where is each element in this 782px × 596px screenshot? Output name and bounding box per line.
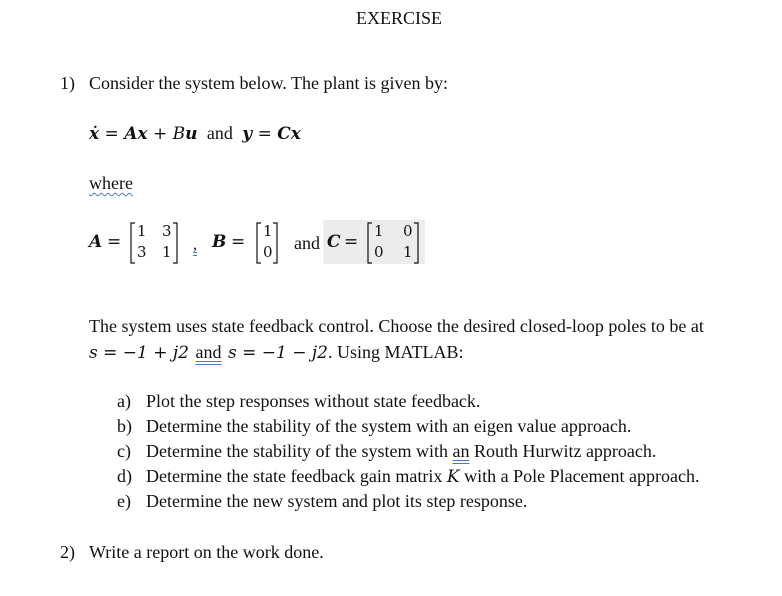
- matrix-c-11: 1: [374, 222, 384, 240]
- eq-equals-2: =: [257, 124, 272, 144]
- eq-u: u: [185, 124, 198, 144]
- item-b-text: Determine the stability of the system with an eigen value approach.: [146, 416, 632, 436]
- q2-text: Write a report on the work done.: [89, 542, 324, 562]
- item-d-text-before: Determine the state feedback gain matrix: [146, 466, 447, 486]
- eq-and: and: [206, 123, 233, 143]
- item-e-label: e): [117, 491, 131, 511]
- item-b-label: b): [117, 416, 132, 436]
- item-c-text: [146, 440, 656, 462]
- eq-plus: +: [152, 124, 168, 144]
- matrix-c: [366, 221, 420, 265]
- matrix-c-equals: =: [344, 232, 359, 252]
- matrix-a: [129, 221, 179, 265]
- matrix-b-equals: =: [231, 232, 246, 252]
- matrix-c-22: 1: [403, 243, 413, 261]
- item-c-label: c): [117, 441, 131, 461]
- matrix-a-name: A: [89, 232, 103, 252]
- matrix-a-11: 1: [137, 222, 147, 240]
- poles-and: and: [195, 342, 222, 362]
- item-a-label: a): [117, 391, 131, 411]
- matrix-a-equals: =: [107, 232, 122, 252]
- q2-number: 2): [60, 542, 75, 562]
- item-c-text-before: Determine the stability of the system with: [146, 441, 453, 461]
- item-c-text-an: an: [452, 441, 470, 461]
- item-d-text: [146, 465, 700, 488]
- state-equation: [89, 122, 301, 145]
- q1-number: 1): [60, 73, 75, 93]
- eq-xdot: ẋ: [89, 124, 100, 144]
- q1-intro: Consider the system below. The plant is given by:: [89, 73, 448, 93]
- item-e-text: Determine the new system and plot its step response.: [146, 491, 528, 511]
- matrix-b-2: 0: [263, 243, 273, 261]
- paragraph-line-2-rest: . Using MATLAB:: [327, 342, 464, 362]
- item-d-text-after: with a Pole Placement approach.: [459, 466, 700, 486]
- matrix-b-name: B: [212, 232, 227, 252]
- matrix-c-name: C: [327, 232, 341, 252]
- item-a-text: Plot the step responses without state feedback.: [146, 391, 481, 411]
- eq-cx: Cx: [277, 124, 301, 144]
- matrix-c-and: and: [294, 233, 320, 253]
- matrix-a-12: 3: [162, 222, 172, 240]
- item-c-text-after: Routh Hurwitz approach.: [469, 441, 657, 461]
- paragraph-line-2: [89, 341, 463, 364]
- pole-2: s = −1 − j2: [227, 343, 328, 363]
- where-label: where: [89, 173, 133, 193]
- matrix-b: [255, 221, 279, 265]
- item-d-text-k: K: [446, 467, 460, 487]
- eq-ax: Ax: [124, 124, 148, 144]
- eq-equals: =: [104, 124, 119, 144]
- matrix-a-separator: ,: [193, 236, 197, 253]
- matrix-a-22: 1: [162, 243, 172, 261]
- paragraph-line-1: The system uses state feedback control. Choose the desired closed-loop poles to be at: [89, 316, 704, 336]
- item-d-label: d): [117, 466, 132, 486]
- matrix-b-1: 1: [263, 222, 273, 240]
- eq-b: B: [172, 124, 186, 144]
- matrix-c-21: 0: [374, 243, 384, 261]
- matrix-c-12: 0: [403, 222, 413, 240]
- page-title: EXERCISE: [356, 8, 443, 28]
- matrix-a-21: 3: [137, 243, 147, 261]
- pole-1: s = −1 + j2: [89, 343, 189, 363]
- eq-y: y: [242, 124, 253, 144]
